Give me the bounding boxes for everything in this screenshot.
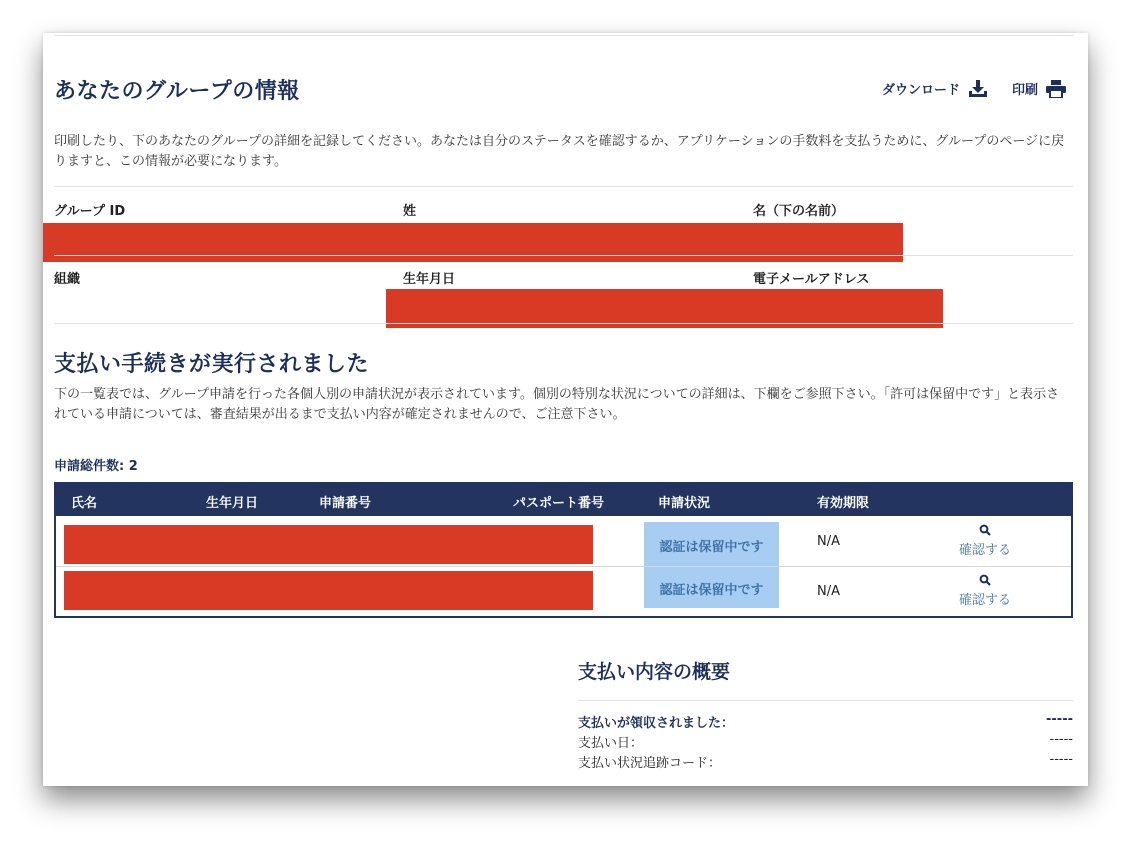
row-divider [56,566,1071,567]
status-badge: 認証は保留中です [644,568,779,608]
info-divider-3 [54,323,1073,324]
col-status: 申請状況 [658,496,711,511]
col-passport-number: パスポート番号 [513,496,605,511]
email-label: 電子メールアドレス [753,272,870,287]
col-name: 氏名 [71,496,98,511]
confirm-link[interactable] [940,524,1030,558]
payment-date-label: 支払い日： [578,736,644,751]
col-application-number: 申請番号 [319,496,372,511]
intro-text: 印刷したり、下のあなたのグループの詳細を記録してください。あなたは自分のステータスを確認するか、アプリケーションの手数料を支払うために、グループのページに戻りますと、この情報が必要になります。 [54,134,1065,169]
first-name-label: 名（下の名前） [753,204,845,219]
col-dob: 生年月日 [206,496,259,511]
info-divider-1 [54,186,1073,187]
print-icon [1046,80,1066,98]
page-title: あなたのグループの情報 [54,79,300,104]
payment-received-value: ----- [1046,712,1073,727]
search-icon [979,574,991,586]
expiry-cell: N/A [817,584,840,599]
col-expiry: 有効期限 [817,496,870,511]
tracking-code-value: ----- [1049,752,1073,767]
dob-label: 生年月日 [403,272,456,287]
confirm-label: 確認する [958,593,1011,608]
payment-received-label: 支払いが領収されました： [578,716,735,731]
applications-table [54,482,1073,618]
search-icon [979,524,991,536]
tracking-code-label: 支払い状況追跡コード： [578,756,722,771]
payment-date-value: ----- [1049,732,1073,747]
group-id-label: グループ ID [54,204,126,219]
summary-divider [578,700,1073,701]
print-label: 印刷 [1012,83,1039,98]
application-count: 申請総件数: 2 [54,459,138,474]
summary-title: 支払い内容の概要 [578,661,731,683]
print-button[interactable] [1012,79,1066,98]
group-info-window [43,33,1088,786]
payment-description: 下の一覧表では、グループ申請を行った各個人別の申請状況が表示されています。個別の特別な状況についての詳細は、下欄をご参照下さい。「許可は保留中です」と表示されている申請については、審査結果が出るまで支払い内容が確定されませんので、ご注意下さい。 [54,387,1060,422]
download-button[interactable] [882,79,988,98]
last-name-label: 姓 [403,204,417,219]
top-divider [54,35,1073,36]
download-icon [968,80,988,98]
info-divider-2 [54,255,1073,256]
payment-title: 支払い手続きが実行されました [54,352,370,377]
status-badge: 認証は保留中です [644,522,779,569]
download-label: ダウンロード [882,83,961,98]
redacted-row-2 [64,571,593,610]
expiry-cell: N/A [817,534,840,549]
redacted-group-values [43,223,903,262]
table-header [56,484,1071,516]
organization-label: 組織 [54,272,81,287]
confirm-link[interactable] [940,574,1030,608]
redacted-row-1 [64,525,593,564]
confirm-label: 確認する [958,543,1011,558]
